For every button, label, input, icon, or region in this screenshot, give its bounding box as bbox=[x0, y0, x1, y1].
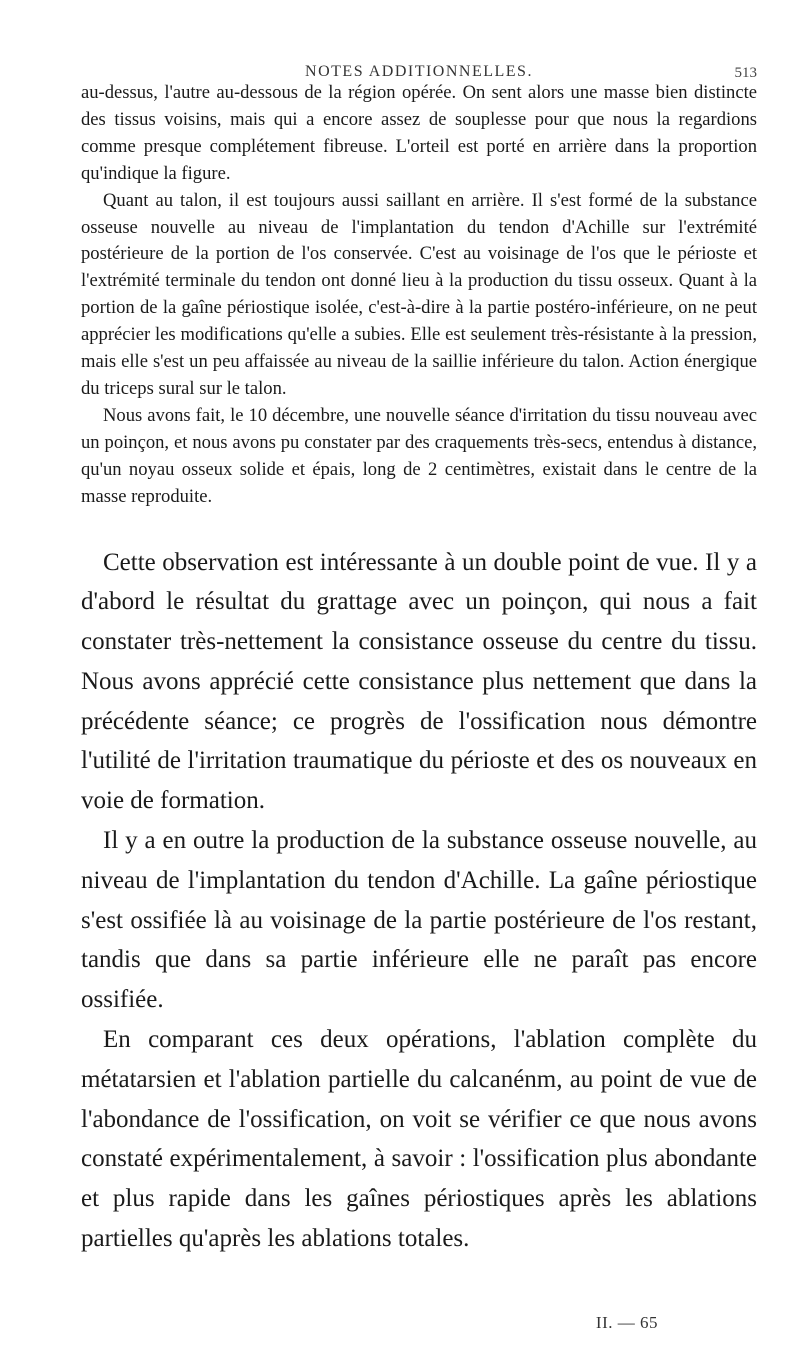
running-title: NOTES ADDITIONNELLES. bbox=[305, 63, 533, 80]
running-head bbox=[81, 0, 757, 80]
book-page bbox=[81, 0, 757, 1347]
paragraph: Cette observation est intéressante à un double point de vue. Il y a d'abord le résultat du grattage avec un poinçon, qui nous a fait constater très-nettement la consistance osseuse du centre du tissu. Nous avons apprécié cette consistance plus nettement que dans la précédente séance; ce progrès de l'ossification nous démontre l'utilité de l'irritation traumatique du périoste et des os nouveaux en voie de formation. bbox=[81, 548, 757, 815]
paragraph: au-dessus, l'autre au-dessous de la région opérée. On sent alors une masse bien distincte des tissus voisins, mais qui a encore assez de souplesse pour que nous la regardions comme presque complétement fibreuse. L'orteil est porté en arrière dans la proportion qu'indique la figure. bbox=[81, 82, 757, 184]
paragraph: Il y a en outre la production de la substance osseuse nouvelle, au niveau de l'implantation du tendon d'Achille. La gaîne périostique s'est ossifiée là au voisinage de la partie postérieure de l'os restant, tandis que dans sa partie inférieure elle ne paraît pas encore ossifiée. bbox=[81, 827, 757, 1014]
notes-section bbox=[81, 80, 757, 511]
paragraph: En comparant ces deux opérations, l'ablation complète du métatarsien et l'ablation partielle du calcanénm, au point de vue de l'abondance de l'ossification, on voit se vérifier ce que nous avons constaté expérimentalement, à savoir : l'ossification plus abondante et plus rapide dans les gaînes périostiques après les ablations partielles qu'après les ablations totales. bbox=[81, 1026, 757, 1253]
signature-mark: II. — 65 bbox=[595, 1313, 658, 1332]
paragraph: Quant au talon, il est toujours aussi saillant en arrière. Il s'est formé de la substance osseuse nouvelle au niveau de l'implantation du tendon d'Achille sur l'extrémité postérieure de la portion de l'os conservée. C'est au voisinage de l'os que le périoste et l'extrémité terminale du tendon ont donné lieu à la production du tissu osseux. Quant à la portion de la gaîne périostique isolée, c'est-à-dire à la partie postéro-inférieure, on ne peut apprécier les modifications qu'elle a subies. Elle est seulement très-résistante à la pression, mais elle s'est un peu affaissée au niveau de la saillie inférieure du talon. Action énergique du triceps sural sur le talon. bbox=[81, 189, 757, 399]
paragraph: Nous avons fait, le 10 décembre, une nouvelle séance d'irritation du tissu nouveau avec un poinçon, et nous avons pu constater par des craquements très-secs, entendus à distance, qu'un noyau osseux solide et épais, long de 2 centimètres, existait dans le centre de la masse reproduite. bbox=[81, 404, 757, 507]
page-number: 513 bbox=[734, 65, 757, 81]
commentary-section bbox=[81, 543, 757, 1259]
